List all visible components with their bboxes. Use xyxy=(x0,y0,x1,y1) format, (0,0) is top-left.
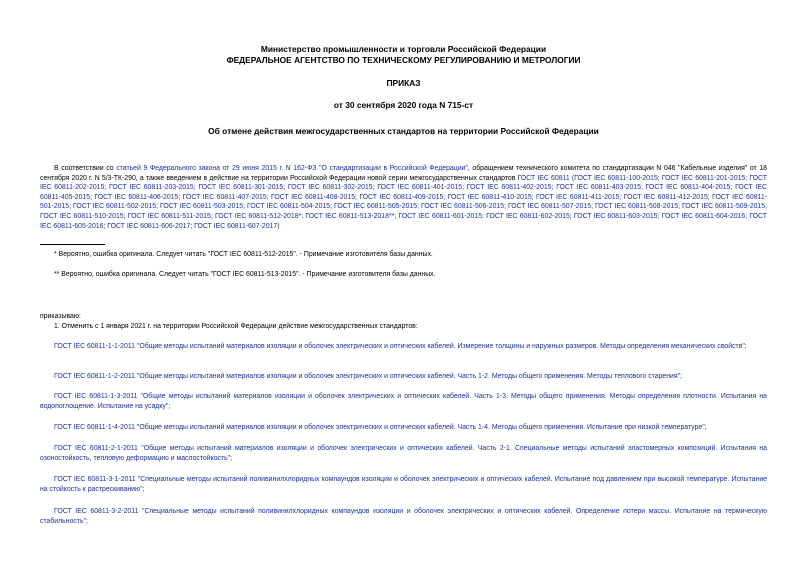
order-item-1-text: 1. Отменить с 1 января 2021 г. на территории Российской Федерации действие межгосударственных стандартов: xyxy=(54,323,418,330)
footnote-divider xyxy=(40,244,105,245)
footnote-1: * Вероятно, ошибка оригинала. Следует читать "ГОСТ IEC 60811-512-2015". - Примечание изготовителя базы данных. xyxy=(54,251,433,258)
standard-title[interactable]: "Общие методы испытаний материалов изоляции и оболочек электрических и оптических кабелей. Часть 2-1. Специальные методы испытаний эластомерных композиций. Испытания на озоностойкость, тепловую деформацию и маслостойкость"; xyxy=(40,445,768,462)
law-article-link[interactable]: статьей 9 Федерального закона от 29 июня 2015 г. N 162-ФЗ "О стандартизации в Российской Федерации" xyxy=(116,165,468,172)
standard-link[interactable]: ГОСТ IEC 60811-1-2-2011 xyxy=(54,373,135,380)
standard-item xyxy=(40,392,767,411)
standard-item xyxy=(40,423,767,433)
standards-series-link[interactable]: ГОСТ IEC 60811 (ГОСТ IEC 60811-100-2015; ГОСТ IEC 60811-201-2015; ГОСТ IEC 60811-202-2015; ГОСТ IEC 60811-203-2015; ГОСТ IEC 60811-301-2015; ГОСТ IEC 60811-302-2015; ГОСТ IEC 60811-401-2015; ГОСТ IEC 60811-402-2015; ГОСТ IEC 60811-403-2015; ГОСТ IEC 60811-404-2015; ГОСТ IEC 60811-405-2015; ГОСТ IEC 60811-406-2015; ГОСТ IEC 60811-407-2015; ГОСТ IEC 60811-408-2015; ГОСТ IEC 60811-409-2015; ГОСТ IEC 60811-410-2015; ГОСТ IEC 60811-411-2015; ГОСТ IEC 60811-412-2015; ГОСТ IEC 60811-501-2015; ГОСТ IEC 60811-502-2015; ГОСТ IEC 60811-503-2015; ГОСТ IEC 60811-504-2015; ГОСТ IEC 60811-505-2015; ГОСТ IEC 60811-506-2015; ГОСТ IEC 60811-507-2015; ГОСТ IEC 60811-508-2015; ГОСТ IEC 60811-509-2015; ГОСТ IEC 60811-510-2015; ГОСТ IEC 60811-511-2015; ГОСТ IEC 60811-512-2018*; ГОСТ IEC 60811-513-2018**; ГОСТ IEC 60811-601-2015; ГОСТ IEC 60811-602-2015; ГОСТ IEC 60811-603-2015; ГОСТ IEC 60811-604-2016; ГОСТ IEC 60811-605-2016; ГОСТ IEC 60811-606-2017; ГОСТ IEC 60811-607-2017) xyxy=(40,174,767,230)
standard-title[interactable]: "Общие методы испытаний материалов изоляции и оболочек электрических и оптических кабелей. Часть 1-2. Методы общего применения. Методы теплового старения"; xyxy=(135,373,682,380)
standard-item xyxy=(40,444,767,463)
standard-title[interactable]: "Специальные методы испытаний поливинилхлоридных компаундов изоляции и оболочек электрических и оптических кабелей. Определение потери массы. Испытание на термическую стабильность"; xyxy=(40,508,767,525)
standard-link[interactable]: ГОСТ IEC 60811-1-1-2011 xyxy=(54,343,135,350)
document-type: ПРИКАЗ xyxy=(386,78,421,88)
standard-title[interactable]: "Общие методы испытаний материалов изоляции и оболочек электрических и оптических кабелей. Часть 1-3. Методы общего применения. Методы определения плотности. Испытания на водопоглощение. Испытание на усадку"; xyxy=(40,393,767,410)
standard-item xyxy=(40,475,767,494)
standard-title[interactable]: "Специальные методы испытаний поливинилхлоридных компаундов изоляции и оболочек электрических и оптических кабелей. Испытание под давлением при высокой температуре. Испытание на стойкость к растрескиванию"; xyxy=(40,476,767,493)
footnote-2: ** Вероятно, ошибка оригинала. Следует читать "ГОСТ IEC 60811-513-2015". - Примечание изготовителя базы данных. xyxy=(54,271,436,278)
preamble-paragraph xyxy=(40,164,767,231)
preamble-text: , обращением технического комитета по стандартизации N 046 "Кабельные изделия" от 18 сентября 2020 г. N 5/3-ТК-290, а также введением в действие на территории Российской Федерации новой серии межгосударственных стандартов xyxy=(40,165,767,182)
document-title: Об отмене действия межгосударственных стандартов на территории Российской Федерации xyxy=(208,126,599,136)
standard-link[interactable]: ГОСТ IEC 60811-3-1-2011 xyxy=(54,476,136,483)
standard-item xyxy=(40,372,767,382)
ministry-name: Министерство промышленности и торговли Российской Федерации xyxy=(260,44,547,54)
document-date: от 30 сентября 2020 года N 715-ст xyxy=(333,100,474,110)
order-word: приказываю: xyxy=(40,313,81,320)
standard-title[interactable]: "Общие методы испытаний материалов изоляции и оболочек электрических и оптических кабелей. Измерение толщины и наружных размеров. Методы определения механических свойств"; xyxy=(135,343,747,350)
standard-title[interactable]: "Общие методы испытаний материалов изоляции и оболочек электрических и оптических кабелей. Часть 1-4. Методы общего применения. Испытание при низкой температуре"; xyxy=(135,424,707,431)
standard-link[interactable]: ГОСТ IEC 60811-2-1-2011 xyxy=(54,445,138,452)
agency-name: ФЕДЕРАЛЬНОЕ АГЕНТСТВО ПО ТЕХНИЧЕСКОМУ РЕГУЛИРОВАНИЮ И МЕТРОЛОГИИ xyxy=(226,55,581,65)
standard-item xyxy=(40,342,767,352)
standard-link[interactable]: ГОСТ IEC 60811-1-4-2011 xyxy=(54,424,135,431)
order-item-1 xyxy=(40,322,767,332)
standard-item xyxy=(40,507,767,526)
preamble-text: В соответствии со xyxy=(54,165,117,172)
standard-link[interactable]: ГОСТ IEC 60811-1-3-2011 xyxy=(54,393,138,400)
standard-link[interactable]: ГОСТ IEC 60811-3-2-2011 xyxy=(54,508,139,515)
